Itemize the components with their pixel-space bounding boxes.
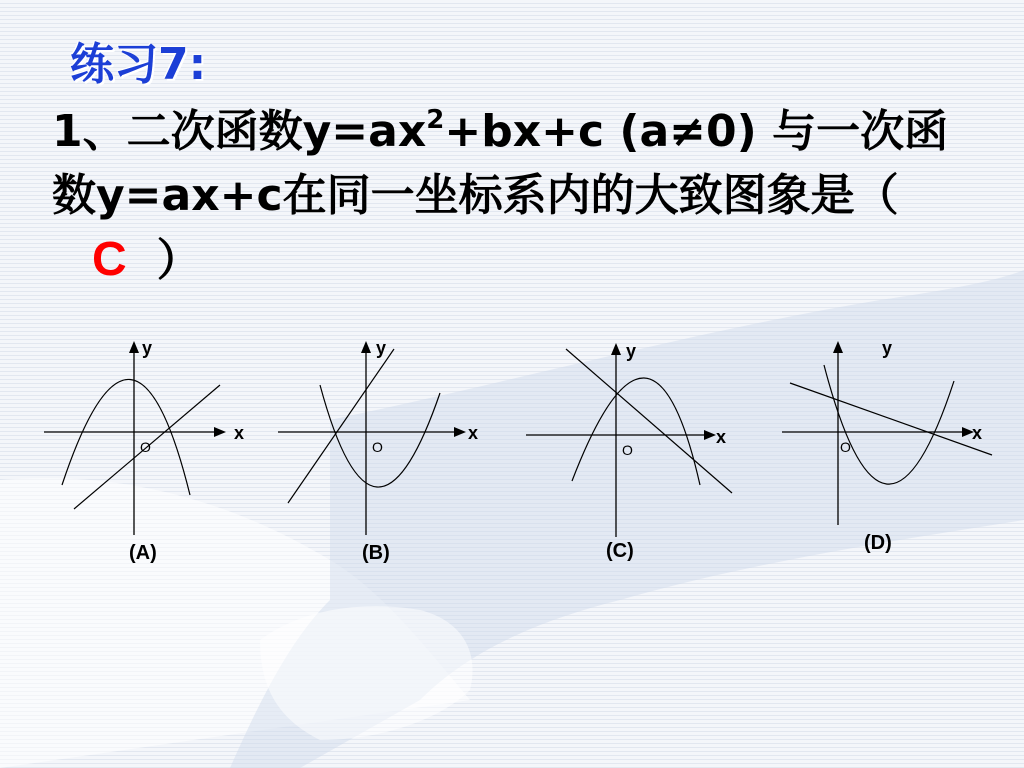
- y-axis-label: y: [142, 338, 153, 358]
- x-axis-label: x: [716, 427, 727, 447]
- figure-a: [38, 335, 245, 575]
- figure-caption: (B): [362, 542, 390, 564]
- figure-caption: (D): [864, 532, 892, 554]
- origin-label: O: [622, 442, 633, 458]
- exponent-superscript: 2: [426, 105, 445, 135]
- y-axis-label: y: [376, 338, 387, 358]
- question-text: [52, 100, 982, 293]
- answer-letter: C: [92, 233, 127, 286]
- x-axis-label: x: [468, 423, 479, 443]
- question-number: 1、: [52, 106, 127, 157]
- question-text-part1: 二次函数y=ax: [126, 106, 427, 157]
- figure-d: [780, 335, 1000, 575]
- y-axis-label: y: [626, 341, 637, 361]
- figure-caption: (C): [606, 540, 634, 562]
- y-axis-label: y: [882, 338, 893, 358]
- origin-label: O: [140, 439, 151, 455]
- question-text-part2: +bx+c (a≠0) 与一次函数y=ax+c在同一坐标系内的大致图象是（: [52, 106, 949, 221]
- x-axis-label: x: [972, 423, 983, 443]
- figure-caption: (A): [129, 542, 157, 564]
- figure-c: [520, 335, 740, 575]
- figure-b: [272, 335, 482, 575]
- x-axis-label: x: [234, 423, 245, 443]
- origin-label: O: [840, 439, 851, 455]
- question-closing-paren: ）: [156, 235, 201, 286]
- origin-label: O: [372, 439, 383, 455]
- slide-title: 练习7:: [70, 39, 207, 90]
